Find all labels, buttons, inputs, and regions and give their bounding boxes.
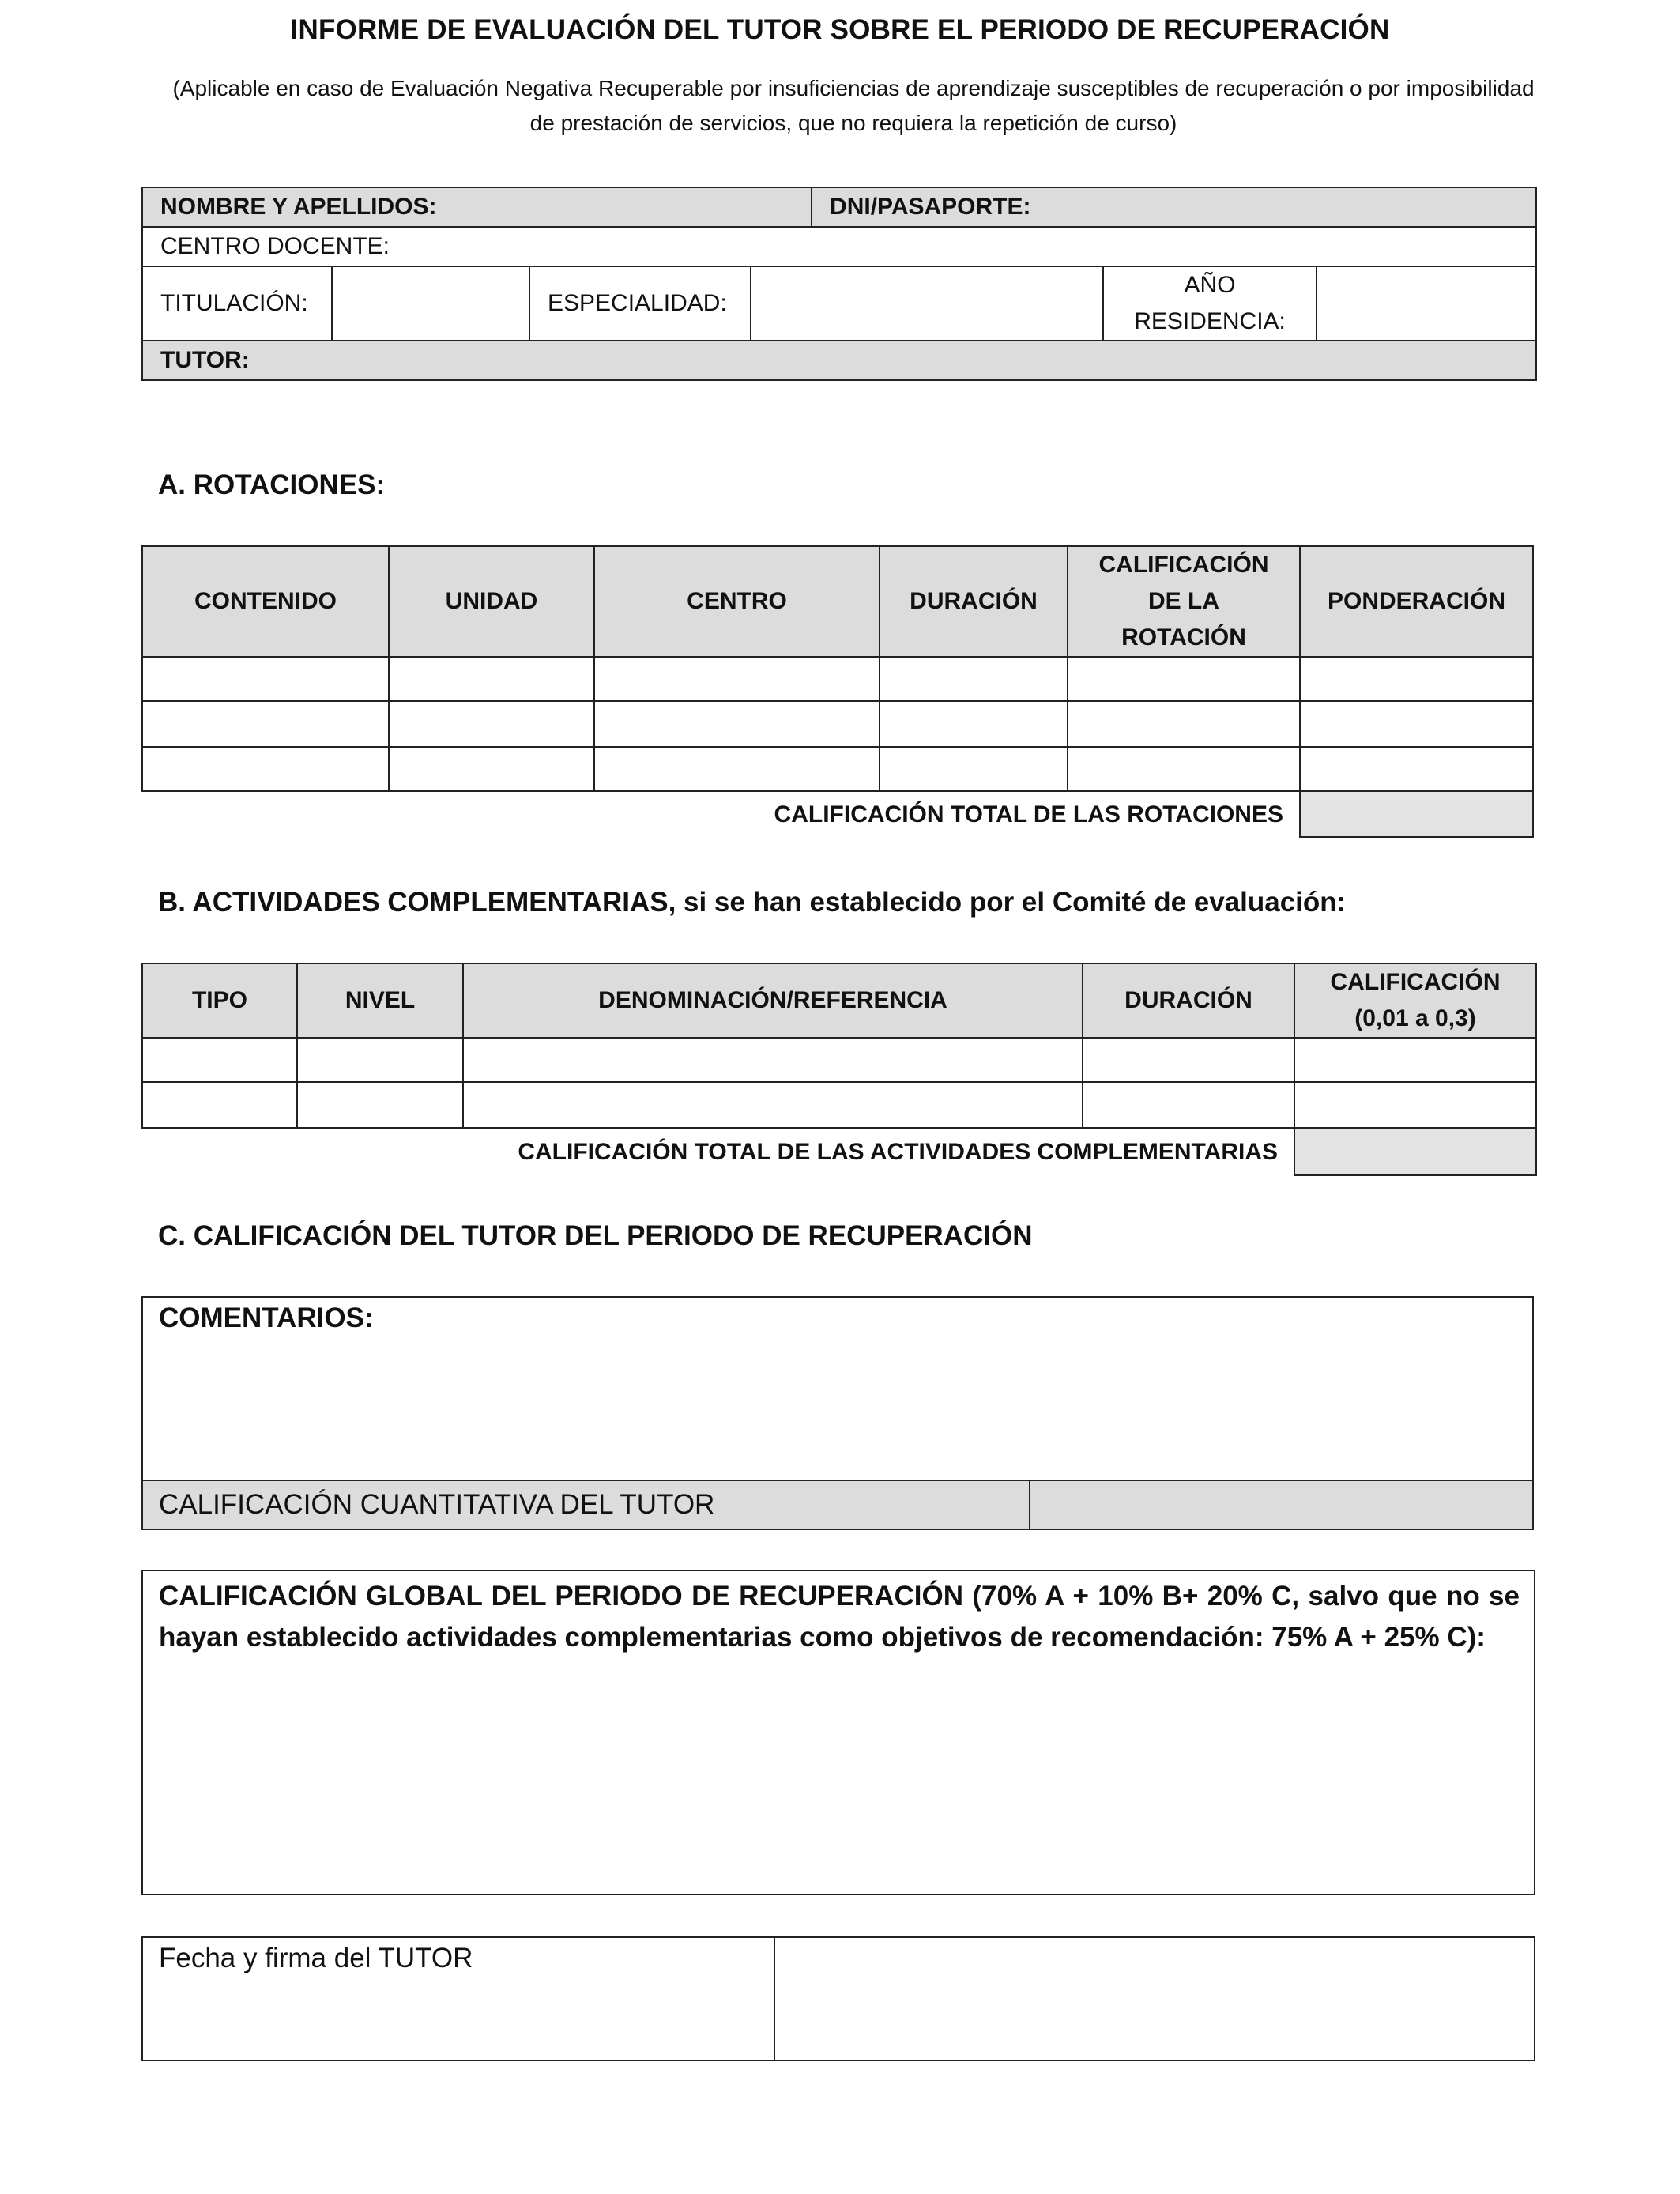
- rotations-total-row: [142, 791, 1533, 837]
- activities-header-row: [142, 963, 1536, 1038]
- rotations-total-value[interactable]: [1300, 791, 1533, 837]
- col-header-nivel: NIVEL: [297, 963, 463, 1038]
- col-header-contenido: CONTENIDO: [142, 546, 389, 657]
- table-cell[interactable]: [142, 1082, 297, 1128]
- table-cell[interactable]: [142, 701, 389, 747]
- name-field[interactable]: [142, 187, 812, 227]
- table-cell[interactable]: [1300, 657, 1533, 701]
- year-value-cell[interactable]: [1317, 266, 1536, 341]
- quantitative-label-cell: [141, 1480, 1030, 1530]
- table-cell[interactable]: [594, 657, 880, 701]
- table-cell[interactable]: [1300, 747, 1533, 791]
- table-cell[interactable]: [594, 747, 880, 791]
- page-subtitle: (Aplicable en caso de Evaluación Negativa Recuperable por insuficiencias de aprendizaje susceptibles de recuperación o por imposibilidad de prestación de servicios, que no requiera la repetición de curso): [172, 76, 1535, 135]
- table-cell[interactable]: [463, 1082, 1083, 1128]
- table-cell[interactable]: [142, 657, 389, 701]
- table-cell[interactable]: [1294, 1038, 1536, 1082]
- signature-label: Fecha y firma del TUTOR: [159, 1943, 473, 1973]
- table-cell[interactable]: [880, 657, 1068, 701]
- table-row: [142, 1038, 1536, 1082]
- signature-label-cell: [141, 1936, 775, 2061]
- table-cell[interactable]: [1068, 701, 1300, 747]
- rotations-table: [141, 545, 1534, 838]
- comments-label: COMENTARIOS:: [159, 1302, 374, 1333]
- table-cell[interactable]: [594, 701, 880, 747]
- table-cell[interactable]: [880, 747, 1068, 791]
- dni-label: DNI/PASAPORTE:: [830, 194, 1031, 220]
- col-header-calificacion: CALIFICACIÓN (0,01 a 0,3): [1294, 963, 1536, 1038]
- quantitative-label: CALIFICACIÓN CUANTITATIVA DEL TUTOR: [159, 1489, 715, 1520]
- table-row: [142, 1082, 1536, 1128]
- activities-total-label: CALIFICACIÓN TOTAL DE LAS ACTIVIDADES COMPLEMENTARIAS: [518, 1138, 1278, 1165]
- degree-label: TITULACIÓN:: [142, 266, 332, 341]
- col-header-unidad: UNIDAD: [389, 546, 594, 657]
- table-cell[interactable]: [463, 1038, 1083, 1082]
- table-cell[interactable]: [389, 657, 594, 701]
- specialty-label: ESPECIALIDAD:: [529, 266, 751, 341]
- dni-field[interactable]: [812, 187, 1536, 227]
- col-header-tipo: TIPO: [142, 963, 297, 1038]
- signature-field[interactable]: [774, 1936, 1535, 2061]
- center-label: CENTRO DOCENTE:: [160, 233, 390, 259]
- center-field[interactable]: [142, 227, 1536, 266]
- quantitative-value[interactable]: [1029, 1480, 1534, 1530]
- activities-total-row: [142, 1128, 1536, 1175]
- degree-value-cell[interactable]: [332, 266, 529, 341]
- table-cell[interactable]: [1294, 1082, 1536, 1128]
- identification-row-center: [142, 227, 1536, 266]
- identification-row-degree: [142, 266, 1536, 341]
- global-grade-box[interactable]: [141, 1570, 1535, 1895]
- specialty-value-cell[interactable]: [751, 266, 1103, 341]
- tutor-field[interactable]: [142, 341, 1536, 380]
- table-cell[interactable]: [142, 747, 389, 791]
- rotations-total-label: CALIFICACIÓN TOTAL DE LAS ROTACIONES: [774, 801, 1283, 827]
- tutor-grade-heading: C. CALIFICACIÓN DEL TUTOR DEL PERIODO DE RECUPERACIÓN: [158, 1220, 1033, 1251]
- rotations-header-row: [142, 546, 1533, 657]
- year-label: AÑO RESIDENCIA:: [1103, 266, 1317, 341]
- rotations-heading: A. ROTACIONES:: [158, 469, 386, 500]
- table-row: [142, 657, 1533, 701]
- table-cell[interactable]: [1083, 1038, 1294, 1082]
- activities-heading: B. ACTIVIDADES COMPLEMENTARIAS, si se han establecido por el Comité de evaluación:: [158, 887, 1347, 918]
- table-cell[interactable]: [389, 701, 594, 747]
- table-cell[interactable]: [142, 1038, 297, 1082]
- page-title: INFORME DE EVALUACIÓN DEL TUTOR SOBRE EL PERIODO DE RECUPERACIÓN: [290, 14, 1390, 45]
- table-cell[interactable]: [1300, 701, 1533, 747]
- identification-row-name: [142, 187, 1536, 227]
- tutor-label: TUTOR:: [160, 347, 250, 373]
- table-cell[interactable]: [1068, 657, 1300, 701]
- comments-box[interactable]: [141, 1296, 1534, 1483]
- col-header-centro: CENTRO: [594, 546, 880, 657]
- identification-table: [141, 187, 1537, 381]
- col-header-ponderacion: PONDERACIÓN: [1300, 546, 1533, 657]
- col-header-calificacion-rotacion: CALIFICACIÓN DE LA ROTACIÓN: [1068, 546, 1300, 657]
- table-cell[interactable]: [389, 747, 594, 791]
- col-header-duracion: DURACIÓN: [880, 546, 1068, 657]
- table-cell[interactable]: [1068, 747, 1300, 791]
- table-cell[interactable]: [297, 1082, 463, 1128]
- col-header-denominacion: DENOMINACIÓN/REFERENCIA: [463, 963, 1083, 1038]
- global-grade-text: CALIFICACIÓN GLOBAL DEL PERIODO DE RECUPERACIÓN (70% A + 10% B+ 20% C, salvo que no se hayan establecido actividades complementarias como objetivos de recomendación: 75% A + 25% C):: [159, 1581, 1520, 1653]
- identification-row-tutor: [142, 341, 1536, 380]
- activities-total-value[interactable]: [1294, 1128, 1536, 1175]
- activities-table: [141, 963, 1537, 1176]
- table-cell[interactable]: [297, 1038, 463, 1082]
- table-cell[interactable]: [880, 701, 1068, 747]
- table-cell[interactable]: [1083, 1082, 1294, 1128]
- table-row: [142, 747, 1533, 791]
- col-header-duracion: DURACIÓN: [1083, 963, 1294, 1038]
- name-label: NOMBRE Y APELLIDOS:: [160, 194, 437, 220]
- table-row: [142, 701, 1533, 747]
